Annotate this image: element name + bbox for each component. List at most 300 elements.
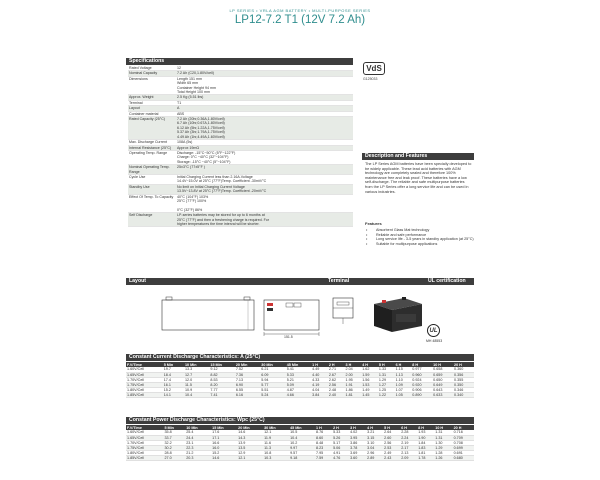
table-cell: 7.77 <box>209 387 234 392</box>
row-label-cell: 1.85V/Cell <box>126 392 163 397</box>
positive-terminal-marker <box>267 303 273 306</box>
table-cell: 17.1 <box>211 435 237 440</box>
table-cell: 1.05 <box>395 392 412 397</box>
vds-certification-code: G125033 <box>363 77 378 81</box>
table-cell: 5.41 <box>286 367 311 372</box>
table-cell: 1.90 <box>417 435 434 440</box>
table-cell: 1.83 <box>417 445 434 450</box>
negative-terminal-marker <box>267 308 273 311</box>
table-cell: 13.9 <box>237 440 263 445</box>
table-cell: 20.3 <box>185 455 211 460</box>
spec-key: Self Discharge <box>129 213 153 218</box>
description-text: The LP Series AGM batteries have been specially developed to be widely applicable. These lead acid batteries with AGM technology are completely sealed and therefore 100% maintenance free and leak proof. These batteries have a low self-discharge. The reliable and safe multipurpose batteries from the LP Series offer a long service life and can be used in various industries. <box>365 162 472 194</box>
current-column-header: 5 Min <box>163 362 184 367</box>
table-cell: 8.53 <box>209 377 234 382</box>
table-cell: 1.91 <box>345 382 362 387</box>
table-cell: 33.7 <box>163 435 185 440</box>
table-cell: 0.960 <box>411 372 432 377</box>
table-cell: 2.19 <box>400 440 417 445</box>
row-label-cell: 1.80V/Cell <box>126 450 163 455</box>
spec-value-line: 7.2 Ah (20hr,0.36A,1.80V/cell) <box>177 117 225 122</box>
spec-value <box>176 95 353 99</box>
spec-key: Dimensions <box>129 76 148 81</box>
table-cell: 7.52 <box>235 367 260 372</box>
table-cell: 10.5 <box>289 430 315 435</box>
table-cell: 6.16 <box>235 392 260 397</box>
spec-value-line: 7.2 Ah (C20,1.80V/cell) <box>177 71 214 76</box>
spec-value <box>176 146 353 150</box>
table-cell: 12.9 <box>237 450 263 455</box>
terminal-stub-right <box>244 297 250 300</box>
power-discharge-title: Constant Power Discharge Characteristics: Wpc (25°C) <box>126 417 474 424</box>
spec-value-line: LP-series batteries may be stored for up to 6 months at <box>177 213 265 218</box>
table-cell: 1.31 <box>434 435 452 440</box>
table-cell: 1.62 <box>361 367 378 372</box>
table-cell: 5.33 <box>286 372 311 377</box>
table-cell: 0.340 <box>453 392 474 397</box>
spec-value-line: 25°C (77°F) and then a freshening charge is required. For <box>177 217 269 222</box>
table-cell: 25.4 <box>185 430 211 435</box>
table-cell: 17.6 <box>211 430 237 435</box>
features-title: Features <box>365 221 382 226</box>
table-cell: 14.1 <box>163 392 184 397</box>
table-cell: 1.81 <box>417 450 434 455</box>
table-cell: 2.53 <box>383 445 400 450</box>
row-label-cell: 1.65V/Cell <box>126 435 163 440</box>
spec-row <box>128 165 353 175</box>
terminal-drawing <box>327 294 361 328</box>
spec-key: Internal Resistance (25°C) <box>129 145 172 150</box>
table-cell: 5.26 <box>332 435 349 440</box>
power-column-header: 8 H <box>417 425 434 430</box>
table-cell: 0.356 <box>453 372 474 377</box>
table-cell: 10.8 <box>263 450 289 455</box>
table-cell: 2.04 <box>345 367 362 372</box>
spec-value-line: 40°C (104°F) 103% <box>177 194 209 199</box>
power-column-header: 20 H <box>453 425 474 430</box>
table-cell: 13.3 <box>184 367 209 372</box>
table-cell: 1.95 <box>345 377 362 382</box>
current-column-header: 8 H <box>411 362 432 367</box>
table-cell: 2.48 <box>328 387 345 392</box>
row-label-cell: 1.75V/Cell <box>126 382 163 387</box>
spec-key: Layout <box>129 106 140 111</box>
description-header: Description and Features <box>362 153 474 160</box>
feature-item: • Long service life - 3-5 years in standby application (at 25°C) <box>365 237 475 242</box>
spec-key: Terminal <box>129 100 143 105</box>
table-cell: 3.78 <box>349 445 366 450</box>
table-cell: 10.4 <box>289 435 315 440</box>
table-cell: 0.346 <box>453 387 474 392</box>
table-cell: 11.5 <box>184 382 209 387</box>
table-cell: 0.355 <box>453 377 474 382</box>
power-column-header: 4 H <box>366 425 383 430</box>
table-cell: 5.06 <box>332 445 349 450</box>
spec-value <box>176 165 353 174</box>
table-cell: 14.3 <box>237 435 263 440</box>
current-column-header: 20 Min <box>235 362 260 367</box>
table-cell: 1.93 <box>417 430 434 435</box>
table-cell: 1.30 <box>434 440 452 445</box>
table-cell: 22.3 <box>185 445 211 450</box>
table-cell: 4.33 <box>311 377 328 382</box>
table-cell: 2.49 <box>383 450 400 455</box>
table-cell: 6.21 <box>260 367 285 372</box>
specifications-table <box>128 66 353 227</box>
table-cell: 2.00 <box>345 372 362 377</box>
spec-value-line: Length 151 mm <box>177 76 202 81</box>
table-cell: 1.49 <box>361 387 378 392</box>
dimension-label: 151.5 <box>284 335 293 339</box>
spec-key: Container material <box>129 111 159 116</box>
row-label-cell: 1.75V/Cell <box>126 445 163 450</box>
table-row <box>126 455 474 460</box>
table-cell: 5.77 <box>260 382 285 387</box>
table-cell: 7.13 <box>235 377 260 382</box>
table-cell: 0.691 <box>453 450 474 455</box>
spec-key: Rated Voltage <box>129 66 152 70</box>
spec-value-line: 25°C (77°F) 100% <box>177 198 207 203</box>
spec-value <box>176 185 353 194</box>
table-cell: 10.4 <box>184 392 209 397</box>
table-cell: 16.1 <box>163 382 184 387</box>
spec-row <box>128 213 353 227</box>
spec-key: Approx. Weight <box>129 95 154 100</box>
table-cell: 1.84 <box>417 440 434 445</box>
table-cell: 0.658 <box>432 367 453 372</box>
table-cell: 5.24 <box>260 392 285 397</box>
spec-row <box>128 151 353 165</box>
spec-value <box>176 151 353 164</box>
table-cell: 3.21 <box>366 430 383 435</box>
spec-value <box>176 175 353 184</box>
table-cell: 0.716 <box>453 430 474 435</box>
spec-value-line: 4.49 Ah (1hr,4.49A,1.60V/cell) <box>177 134 225 139</box>
table-cell: 2.56 <box>383 440 400 445</box>
table-cell: 2.96 <box>366 450 383 455</box>
table-cell: 5.33 <box>332 430 349 435</box>
current-discharge-table <box>126 362 474 398</box>
table-cell: 0.350 <box>453 382 474 387</box>
table-cell: 1.25 <box>378 387 395 392</box>
power-column-header: 45 Min <box>289 425 315 430</box>
current-column-header: 2 H <box>328 362 345 367</box>
table-cell: 1.28 <box>434 450 452 455</box>
table-cell: 9.12 <box>209 367 234 372</box>
spec-key: Nominal Operating Temp. Range <box>129 165 170 174</box>
spec-value-line: 14.4V~15.0V at 25°C (77°F)Temp. Coefficient -30mV/°C <box>177 179 267 184</box>
table-cell: 8.20 <box>209 382 234 387</box>
table-cell: 12.7 <box>184 372 209 377</box>
current-column-header: 10 H <box>432 362 453 367</box>
table-cell: 8.82 <box>209 372 234 377</box>
current-discharge-title: Constant Current Discharge Characteristics: A (25°C) <box>126 354 474 361</box>
spec-key: Rated Capacity (25°C) <box>129 117 165 122</box>
table-cell: 5.94 <box>260 377 285 382</box>
series-subtitle: LP SERIES • VRLA AGM BATTERY • MULTI-PURPOSE SERIES <box>229 8 371 13</box>
table-cell: 35.8 <box>163 430 185 435</box>
table-cell: 0.890 <box>411 392 432 397</box>
spec-row <box>128 77 353 96</box>
table-cell: 3.95 <box>349 435 366 440</box>
table-cell: 16.0 <box>211 445 237 450</box>
current-column-header: 10 Min <box>184 362 209 367</box>
table-cell: 11.3 <box>263 445 289 450</box>
table-cell: 2.60 <box>383 435 400 440</box>
spec-value-line: A <box>177 106 180 111</box>
table-cell: 3.84 <box>311 392 328 397</box>
table-cell: 1.86 <box>345 387 362 392</box>
table-cell: 4.76 <box>332 455 349 460</box>
power-column-header: 3 H <box>349 425 366 430</box>
table-cell: 3.60 <box>349 455 366 460</box>
table-cell: 15.2 <box>211 450 237 455</box>
spec-row <box>128 117 353 140</box>
table-cell: 16.6 <box>211 440 237 445</box>
table-cell: 4.02 <box>349 430 366 435</box>
table-cell: 4.66 <box>286 392 311 397</box>
spec-value-line: 2.5 Kg (5.51 lbs) <box>177 95 204 100</box>
table-cell: 4.04 <box>311 387 328 392</box>
table-cell: 2.40 <box>328 392 345 397</box>
spec-value-line: ABS <box>177 111 185 116</box>
power-column-header: 20 Min <box>237 425 263 430</box>
spec-value-line: Initial Charging Current less than 2.16A.Voltage <box>177 174 253 179</box>
table-cell: 8.60 <box>315 435 332 440</box>
table-cell: 2.13 <box>400 450 417 455</box>
table-cell: 9.57 <box>289 450 315 455</box>
table-cell: 4.87 <box>286 387 311 392</box>
feature-item: • Suitable for multipurpose applications <box>365 242 475 247</box>
table-cell: 7.41 <box>209 392 234 397</box>
spec-value-line: Approx 19mΩ <box>177 145 200 150</box>
table-cell: 9.97 <box>289 445 315 450</box>
ul-certification-label: UL certification <box>428 278 466 284</box>
spec-row <box>128 185 353 195</box>
table-cell: 0.709 <box>453 435 474 440</box>
table-cell: 3.69 <box>349 450 366 455</box>
table-cell: 4.19 <box>311 382 328 387</box>
table-cell: 6.90 <box>235 382 260 387</box>
table-cell: 10.9 <box>184 387 209 392</box>
table-cell: 1.81 <box>345 392 362 397</box>
table-cell: 6.09 <box>260 372 285 377</box>
power-column-header: 2 H <box>332 425 349 430</box>
table-cell: 2.24 <box>400 435 417 440</box>
table-cell: 10.2 <box>289 440 315 445</box>
table-cell: 0.699 <box>453 445 474 450</box>
spec-key: Operating Temp. Range <box>129 150 168 155</box>
spec-value-line: 0°C (32°F) 86% <box>177 207 203 212</box>
power-column-header: 15 Min <box>211 425 237 430</box>
table-cell: 2.09 <box>400 455 417 460</box>
power-column-header: 5 Min <box>163 425 185 430</box>
ul-certification-code: MH 48553 <box>426 339 443 343</box>
table-cell: 3.04 <box>366 445 383 450</box>
spec-key: Nominal Capacity <box>129 71 158 76</box>
table-cell: 2.67 <box>328 372 345 377</box>
current-column-header: 15 Min <box>209 362 234 367</box>
table-cell: 0.924 <box>411 377 432 382</box>
table-cell: 0.649 <box>432 382 453 387</box>
table-cell: 2.89 <box>366 455 383 460</box>
table-cell: 0.680 <box>453 455 474 460</box>
table-cell: 11.6 <box>263 440 289 445</box>
table-cell: 19.7 <box>163 367 184 372</box>
table-cell: 0.360 <box>453 367 474 372</box>
table-cell: 8.23 <box>315 445 332 450</box>
row-label-cell: 1.85V/Cell <box>126 455 163 460</box>
power-column-header: 30 Min <box>263 425 289 430</box>
table-cell: 8.76 <box>315 430 332 435</box>
table-cell: 1.59 <box>361 372 378 377</box>
spec-value <box>176 77 353 95</box>
spec-value <box>176 101 353 105</box>
table-cell: 4.91 <box>332 450 349 455</box>
table-cell: 0.659 <box>432 372 453 377</box>
table-cell: 2.71 <box>328 367 345 372</box>
power-discharge-table <box>126 425 474 461</box>
current-column-header: 3 H <box>345 362 362 367</box>
table-cell: 5.21 <box>286 377 311 382</box>
feature-item: • Absorbent Glass Mat technology <box>365 228 475 233</box>
table-cell: 1.31 <box>434 430 452 435</box>
layout-label: Layout <box>129 278 147 284</box>
spec-value-line: higher temperatures the time interval will be shorter. <box>177 222 260 226</box>
row-label-cell: 1.70V/Cell <box>126 377 163 382</box>
power-column-header: 1 H <box>315 425 332 430</box>
table-cell: 17.4 <box>163 377 184 382</box>
spec-value-line: 108A (5s) <box>177 140 193 145</box>
table-cell: 3.10 <box>366 440 383 445</box>
spec-key: Cycle Use <box>129 174 146 179</box>
terminal-label: Terminal <box>328 278 350 284</box>
table-cell: 7.36 <box>235 372 260 377</box>
battery-side-outline <box>162 300 254 330</box>
table-cell: 1.29 <box>378 377 395 382</box>
spec-value <box>176 71 353 75</box>
power-column-header: 6 H <box>400 425 417 430</box>
current-column-header: 4 H <box>361 362 378 367</box>
model-title: LP12-7.2 T1 (12V 7.2 Ah) <box>234 14 366 26</box>
table-cell: 1.53 <box>361 382 378 387</box>
feature-item: • Reliable and safe performance <box>365 233 475 238</box>
table-cell: 2.64 <box>383 430 400 435</box>
table-cell: 0.977 <box>411 367 432 372</box>
table-cell: 0.906 <box>411 387 432 392</box>
table-cell: 24.4 <box>185 435 211 440</box>
table-cell: 1.15 <box>395 367 412 372</box>
table-cell: 2.62 <box>328 377 345 382</box>
table-cell: 12.1 <box>263 430 289 435</box>
spec-value-line: 13.5V~13.8V at 25°C (77°F)Temp. Coefficient -20mV/°C <box>177 189 267 194</box>
table-cell: 0.633 <box>432 392 453 397</box>
table-cell: 10.3 <box>263 455 289 460</box>
table-cell: 8.48 <box>315 440 332 445</box>
spec-value-line: No limit on Initial Charging Current Voltage <box>177 184 245 189</box>
terminal-stub-left <box>166 297 172 300</box>
power-column-header: 5 H <box>383 425 400 430</box>
specifications-header: Specifications <box>126 58 353 65</box>
spec-value-line: Discharge: -15°C~50°C (5°F~122°F) <box>177 150 236 155</box>
table-cell: 0.643 <box>432 387 453 392</box>
spec-value-line: T1 <box>177 100 182 105</box>
table-cell: 1.56 <box>361 377 378 382</box>
spec-value <box>176 213 353 226</box>
table-cell: 1.09 <box>395 382 412 387</box>
table-cell: 7.95 <box>315 450 332 455</box>
table-cell: 3.15 <box>366 435 383 440</box>
table-cell: 23.1 <box>185 440 211 445</box>
table-cell: 1.45 <box>361 392 378 397</box>
table-cell: 2.28 <box>400 430 417 435</box>
table-cell: 2.17 <box>400 445 417 450</box>
table-cell: 4.49 <box>311 367 328 372</box>
spec-value-line: Charge: 0°C ~40°C (32°~104°F) <box>177 155 229 160</box>
table-cell: 1.26 <box>434 455 452 460</box>
table-cell: 5.17 <box>332 440 349 445</box>
table-cell: 5.09 <box>286 382 311 387</box>
table-cell: 1.33 <box>378 367 395 372</box>
table-cell: 1.13 <box>395 372 412 377</box>
current-column-header: 5 H <box>378 362 395 367</box>
table-cell: 21.2 <box>185 450 211 455</box>
layout-band-header <box>126 278 474 285</box>
spec-value <box>176 106 353 110</box>
spec-key: Standby Use <box>129 184 150 189</box>
table-cell: 2.43 <box>383 455 400 460</box>
spec-value <box>176 117 353 139</box>
table-cell: 12.0 <box>184 377 209 382</box>
current-column-header: 45 Min <box>286 362 311 367</box>
battery-layout-drawing <box>126 288 351 346</box>
spec-value-line: Width 65 mm <box>177 81 199 86</box>
power-column-header: 10 H <box>434 425 452 430</box>
table-cell: 15.2 <box>163 387 184 392</box>
spec-value-line: Container Height 94 mm <box>177 85 216 90</box>
table-cell: 1.29 <box>434 445 452 450</box>
table-row <box>126 392 474 397</box>
table-cell: 14.6 <box>211 455 237 460</box>
spec-value <box>176 140 353 144</box>
spec-key: Max. Discharge Current <box>129 140 167 145</box>
features-list <box>365 228 475 246</box>
table-cell: 1.22 <box>378 392 395 397</box>
power-column-header: 10 Min <box>185 425 211 430</box>
table-cell: 2.56 <box>328 382 345 387</box>
table-cell: 0.708 <box>453 440 474 445</box>
table-cell: 7.59 <box>315 455 332 460</box>
row-label-cell: 1.70V/Cell <box>126 440 163 445</box>
spec-value <box>176 112 353 116</box>
table-cell: 13.5 <box>237 445 263 450</box>
current-column-header: 1 H <box>311 362 328 367</box>
table-cell: 30.2 <box>163 445 185 450</box>
table-cell: 1.10 <box>395 377 412 382</box>
table-cell: 0.920 <box>411 382 432 387</box>
power-column-header: F.V/Time <box>126 425 163 430</box>
table-cell: 6.55 <box>235 387 260 392</box>
table-cell: 5.51 <box>260 387 285 392</box>
spec-value-line: 6.7 Ah (10hr,0.67A,1.80V/cell) <box>177 121 225 126</box>
table-cell: 12.1 <box>237 455 263 460</box>
row-label-cell: 1.80V/Cell <box>126 387 163 392</box>
table-cell: 28.8 <box>163 450 185 455</box>
ul-logo: UL <box>427 324 440 337</box>
current-column-header: 20 H <box>453 362 474 367</box>
spec-value-line: Storage: -15°C ~40°C (5°~104°F) <box>177 159 231 164</box>
spec-row <box>128 175 353 185</box>
